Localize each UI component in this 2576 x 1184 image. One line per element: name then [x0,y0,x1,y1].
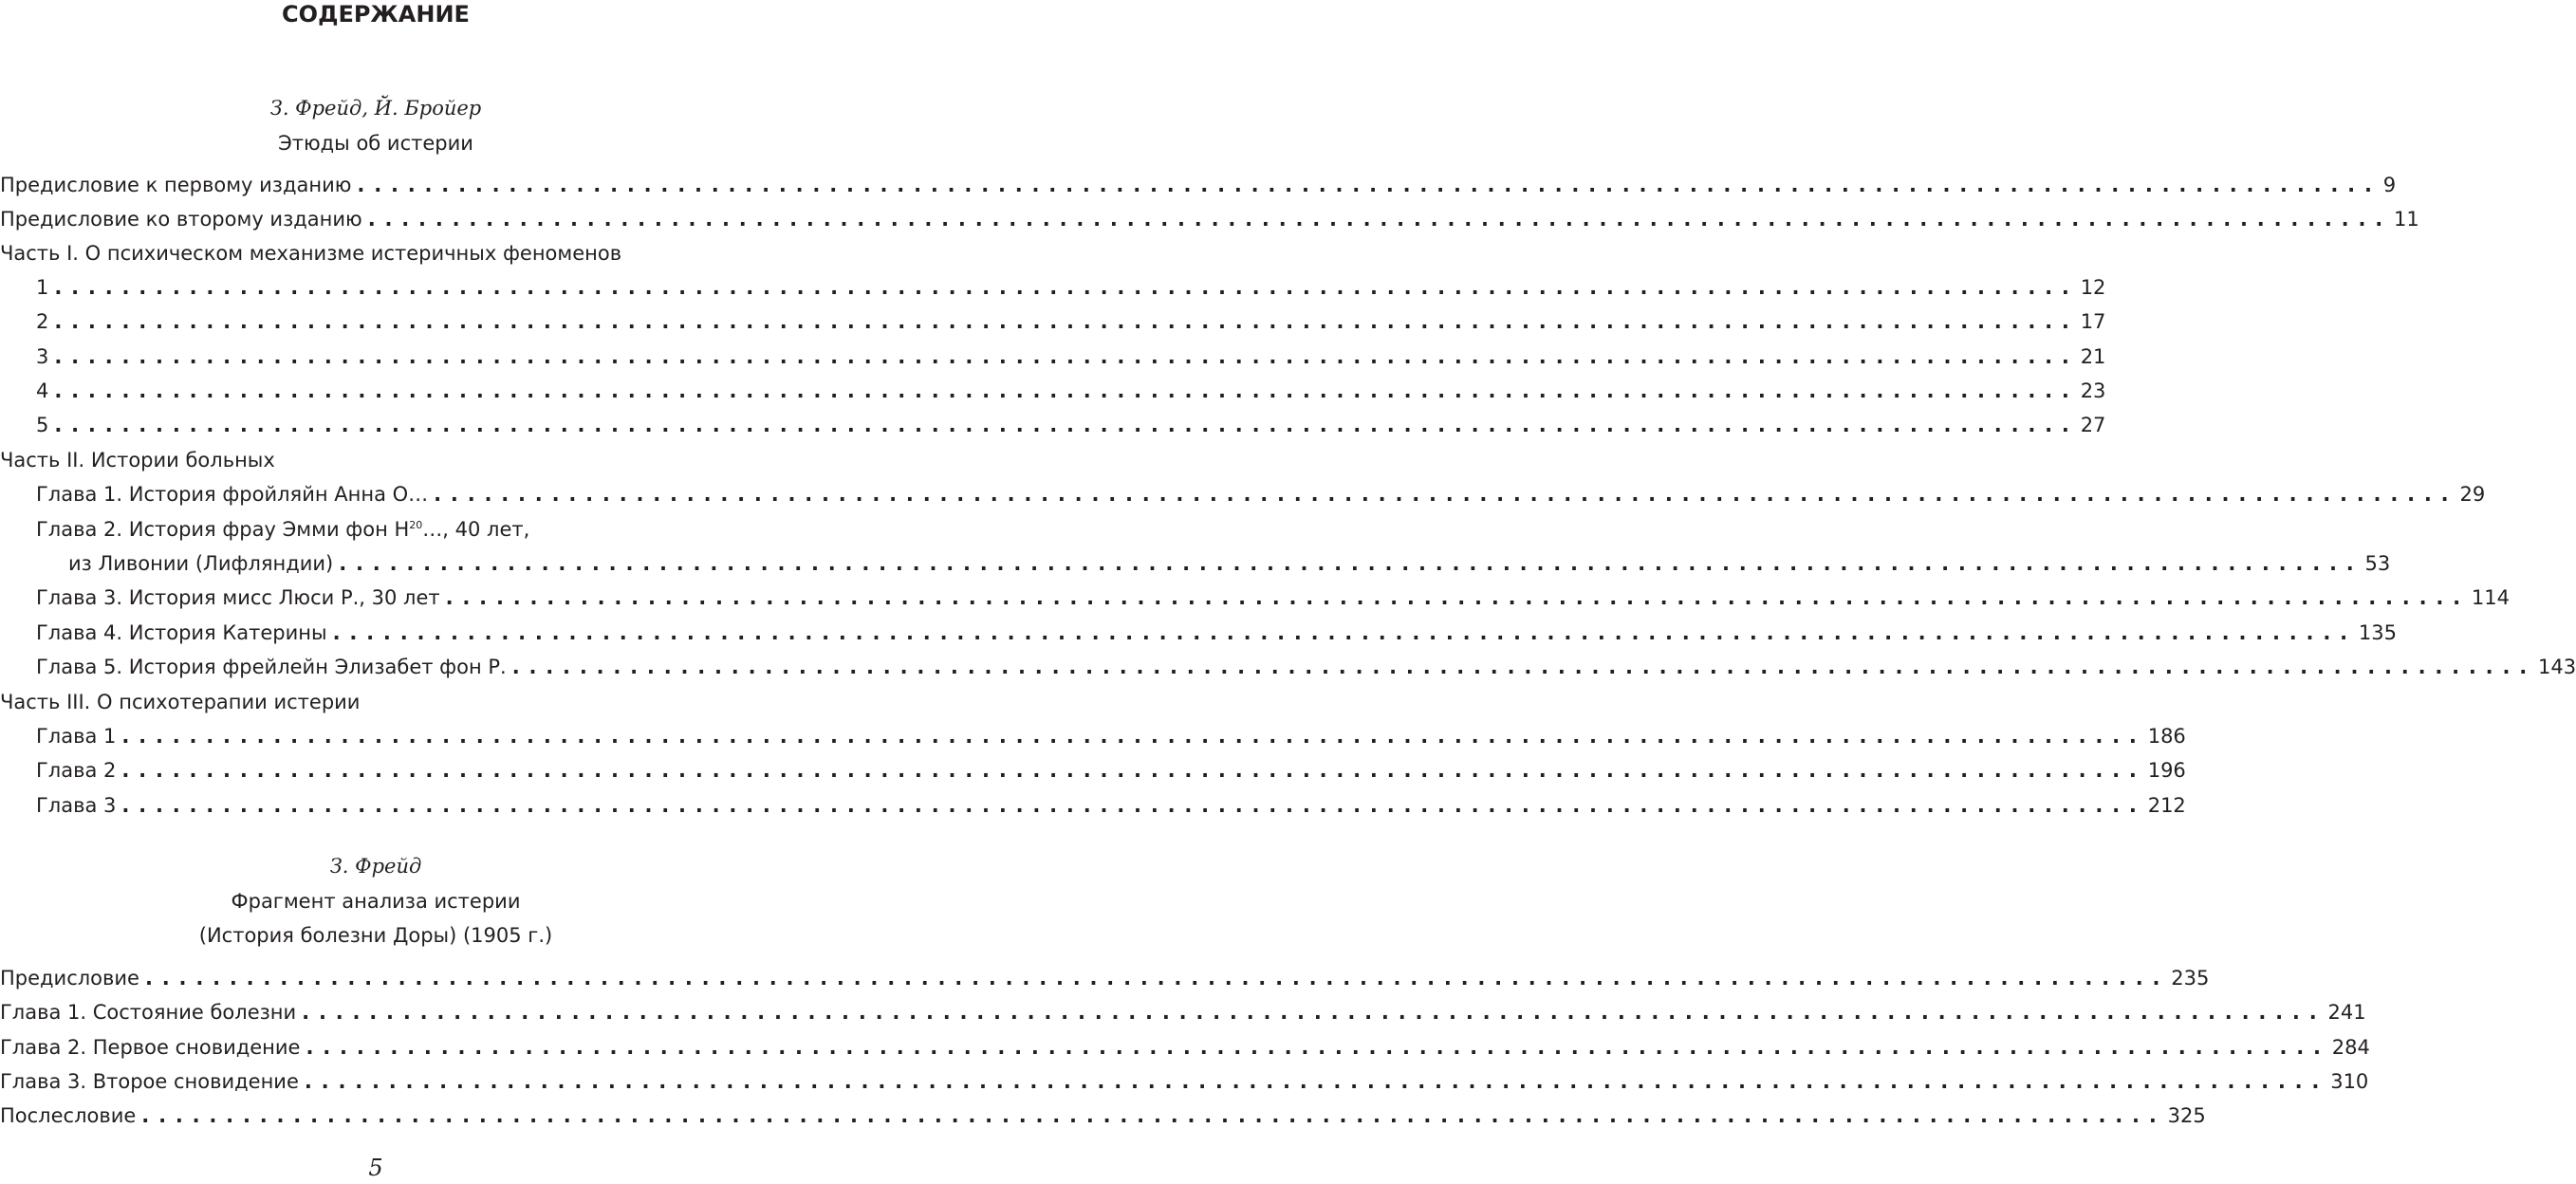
dot-leader: ........................................................................................................................ [54,345,2079,368]
toc-entry-label: Предисловие к первому изданию [0,172,357,198]
toc-entry-label: 5 [36,412,54,438]
toc-part-3-heading: Часть III. О психотерапии истерии [0,691,361,713]
toc-entry-label: Глава 1. История фройляйн Анна О… [36,481,434,508]
toc-entry-page: 12 [2080,276,2106,299]
toc-entry-dora-preface [0,965,2210,991]
dot-leader: ........................................................................................................................ [144,967,2170,990]
toc-entry-label: 3 [36,343,54,370]
dot-leader: ........................................................................................................................ [434,483,2458,506]
dot-leader: ........................................................................................................................ [332,621,2357,644]
toc-entry-label: Глава 3. История мисс Люси Р., 30 лет [36,584,446,611]
dot-leader: ........................................................................................................................ [54,310,2079,333]
toc-part-1-heading: Часть I. О психическом механизме истеричных феноменов [0,242,622,265]
section2-title: Фрагмент анализа истерии [231,890,521,913]
dot-leader: ........................................................................................................................ [141,1104,2166,1127]
toc-entry-page: 9 [2382,174,2397,196]
section2-subtitle: (История болезни Доры) (1905 г.) [198,924,553,947]
toc-entry-page: 135 [2358,621,2397,644]
dot-leader: ........................................................................................................................ [54,414,2079,436]
toc-entry-chapter-4-katharina [36,620,2397,646]
toc-entry-label: Глава 3. Второе сновидение [0,1068,305,1095]
dot-leader: ........................................................................................................................ [445,586,2470,609]
toc-entry-page: 17 [2080,310,2106,333]
toc-entry-label: Глава 2 [36,757,121,784]
toc-entry-dora-chapter-2 [0,1034,2370,1061]
section2-author: З. Фрейд [329,855,422,878]
toc-entry-chapter-3-lucy [36,584,2511,611]
toc-entry-label: Глава 3 [36,792,121,819]
dot-leader: ........................................................................................................................ [367,208,2393,231]
toc-entry-label: 2 [36,308,54,335]
dot-leader: ........................................................................................................................ [121,794,2146,817]
footnote-marker: 20 [409,519,423,531]
toc-entry-label: Глава 1. Состояние болезни [0,999,302,1026]
toc-entry-page: 284 [2331,1036,2370,1059]
toc-entry-label-tail: …, 40 лет, [422,518,530,541]
toc-entry-page: 241 [2327,1001,2366,1024]
toc-entry-dora-chapter-1 [0,999,2366,1026]
toc-entry-chapter-1-anna [36,481,2486,508]
toc-entry-label: Глава 5. История фрейлейн Элизабет фон Р. [36,654,512,680]
dot-leader: ........................................................................................................................ [121,759,2146,782]
toc-entry-dora-afterword [0,1102,2206,1129]
toc-entry-preface-first [0,172,2397,198]
dot-leader: ........................................................................................................................ [339,552,2363,575]
dot-leader: ........................................................................................................................ [121,725,2146,748]
toc-entry-dora-chapter-3 [0,1068,2369,1095]
toc-entry-part3-chapter-1 [36,723,2186,749]
toc-entry-page: 196 [2147,759,2186,782]
toc-entry-part3-chapter-2 [36,757,2186,784]
toc-entry-page: 29 [2459,483,2486,506]
toc-entry-page: 310 [2330,1070,2369,1093]
dot-leader: ........................................................................................................................ [357,174,2381,196]
toc-entry-page: 23 [2080,379,2106,402]
toc-entry-label: 4 [36,378,54,404]
toc-entry-page: 212 [2147,794,2186,817]
toc-entry-1 [36,274,2106,301]
toc-entry-3 [36,343,2106,370]
dot-leader: ........................................................................................................................ [54,379,2079,402]
toc-entry-page: 235 [2171,967,2210,990]
dot-leader: ........................................................................................................................ [306,1036,2330,1059]
dot-leader: ........................................................................................................................ [54,276,2079,299]
toc-entry-label: Глава 2. История фрау Эмми фон Н [36,518,410,541]
toc-entry-page: 21 [2080,345,2106,368]
toc-entry-5 [36,412,2106,438]
page-number: 5 [368,1155,383,1181]
toc-entry-page: 143 [2538,656,2576,678]
dot-leader: ........................................................................................................................ [304,1070,2329,1093]
toc-entry-label: Предисловие ко второму изданию [0,206,368,232]
toc-entry-label: Глава 4. История Катерины [36,620,333,646]
toc-entry-label: Предисловие [0,965,145,991]
toc-entry-page: 27 [2080,414,2106,436]
toc-entry-label: из Ливонии (Лифляндии) [68,550,339,577]
toc-entry-chapter-5-elisabeth [36,654,2576,680]
dot-leader: ........................................................................................................................ [511,656,2537,678]
toc-entry-2 [36,308,2106,335]
toc-entry-page: 53 [2364,552,2391,575]
section1-title: Этюды об истерии [278,132,473,155]
toc-entry-chapter-2-emmy-line1 [36,516,529,543]
toc-entry-label: Послесловие [0,1102,141,1129]
toc-entry-4 [36,378,2106,404]
toc-entry-chapter-2-emmy-line2 [68,550,2391,577]
page-title: СОДЕРЖАНИЕ [282,1,470,28]
toc-entry-page: 11 [2394,208,2419,231]
toc-entry-label: Глава 1 [36,723,121,749]
dot-leader: ........................................................................................................................ [302,1001,2326,1024]
toc-entry-preface-second [0,206,2419,232]
toc-entry-label: 1 [36,274,54,301]
toc-entry-page: 186 [2147,725,2186,748]
toc-entry-page: 114 [2471,586,2511,609]
toc-entry-label: Глава 2. Первое сновидение [0,1034,306,1061]
toc-entry-part3-chapter-3 [36,792,2186,819]
toc-part-2-heading: Часть II. Истории больных [0,449,275,472]
section1-author: З. Фрейд, Й. Бройер [269,97,482,120]
toc-entry-page: 325 [2167,1104,2206,1127]
